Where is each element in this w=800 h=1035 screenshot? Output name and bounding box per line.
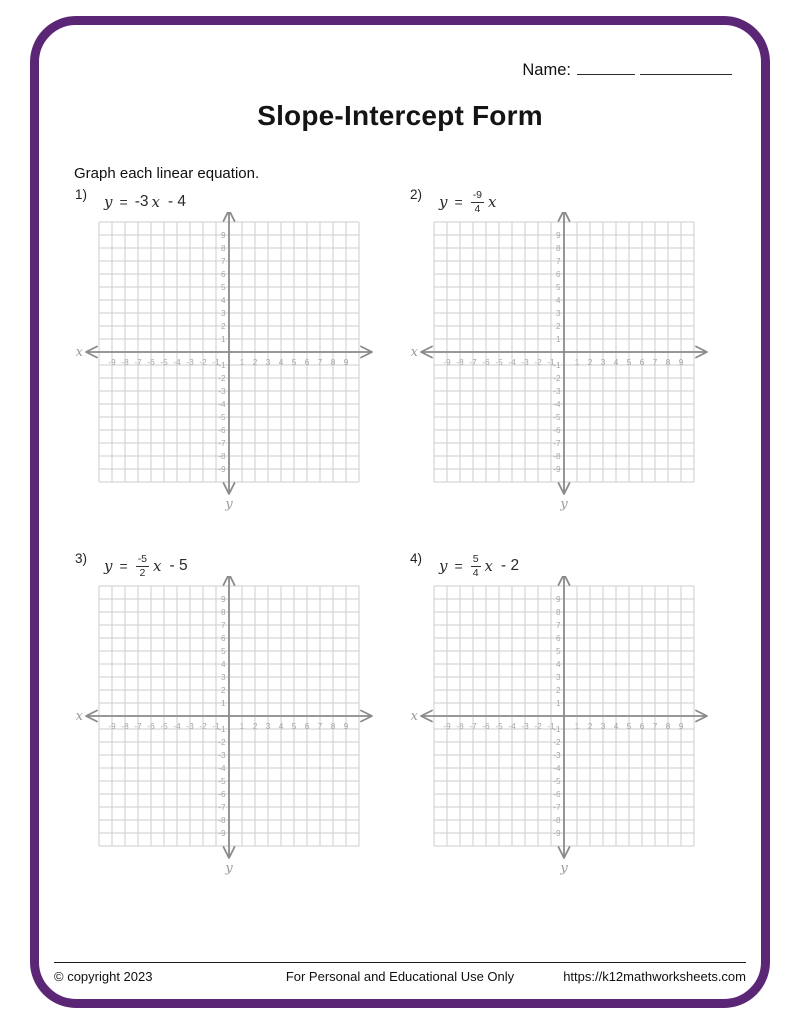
svg-text:-8: -8 xyxy=(456,358,464,367)
svg-text:-8: -8 xyxy=(456,722,464,731)
constant-term: - 2 xyxy=(501,557,520,574)
svg-text:-6: -6 xyxy=(147,358,155,367)
svg-text:5: 5 xyxy=(555,283,561,292)
svg-text:3: 3 xyxy=(555,309,561,318)
constant-term: - 5 xyxy=(169,557,188,574)
coordinate-grid-svg xyxy=(75,576,377,878)
svg-text:1: 1 xyxy=(239,358,245,367)
svg-text:-6: -6 xyxy=(482,722,490,731)
svg-text:3: 3 xyxy=(220,309,226,318)
svg-text:2: 2 xyxy=(220,322,226,331)
svg-text:-3: -3 xyxy=(218,387,226,396)
x-axis-label: x xyxy=(75,709,83,724)
equals-sign: = xyxy=(119,194,128,210)
svg-text:-2: -2 xyxy=(218,738,226,747)
problem-2 xyxy=(410,186,730,526)
svg-text:-1: -1 xyxy=(218,725,226,734)
svg-text:-5: -5 xyxy=(495,722,503,731)
fraction-numerator: -9 xyxy=(472,188,483,201)
svg-text:-8: -8 xyxy=(121,358,129,367)
svg-text:-1: -1 xyxy=(218,361,226,370)
svg-text:-8: -8 xyxy=(218,816,226,825)
svg-text:9: 9 xyxy=(678,722,684,731)
svg-text:-6: -6 xyxy=(553,426,561,435)
svg-text:9: 9 xyxy=(678,358,684,367)
svg-text:6: 6 xyxy=(220,634,226,643)
svg-text:-5: -5 xyxy=(495,358,503,367)
footer-center-text: For Personal and Educational Use Only xyxy=(285,969,515,984)
svg-text:8: 8 xyxy=(665,358,671,367)
problem-number: 2) xyxy=(410,187,423,202)
svg-text:5: 5 xyxy=(555,647,561,656)
y-axis-label: y xyxy=(560,861,568,876)
svg-text:-9: -9 xyxy=(553,829,561,838)
svg-text:5: 5 xyxy=(291,358,297,367)
svg-text:3: 3 xyxy=(265,722,271,731)
svg-text:9: 9 xyxy=(343,722,349,731)
svg-text:-5: -5 xyxy=(160,358,168,367)
coordinate-grid-svg xyxy=(410,212,712,514)
svg-text:9: 9 xyxy=(343,358,349,367)
svg-text:6: 6 xyxy=(304,722,310,731)
svg-text:2: 2 xyxy=(555,322,561,331)
svg-text:-1: -1 xyxy=(547,722,555,731)
svg-text:2: 2 xyxy=(555,686,561,695)
svg-text:-8: -8 xyxy=(218,452,226,461)
svg-text:-7: -7 xyxy=(134,722,142,731)
svg-text:-4: -4 xyxy=(173,358,181,367)
svg-text:7: 7 xyxy=(317,722,323,731)
svg-text:1: 1 xyxy=(220,699,226,708)
svg-text:-3: -3 xyxy=(186,722,194,731)
svg-text:3: 3 xyxy=(265,358,271,367)
svg-text:-4: -4 xyxy=(218,400,226,409)
svg-text:3: 3 xyxy=(600,722,606,731)
svg-text:-2: -2 xyxy=(534,722,542,731)
variable-y: y xyxy=(439,193,448,211)
svg-text:-7: -7 xyxy=(469,358,477,367)
variable-y: y xyxy=(104,193,113,211)
constant-term: - 4 xyxy=(167,193,187,210)
coordinate-grid xyxy=(410,212,712,514)
svg-text:7: 7 xyxy=(652,358,658,367)
svg-text:9: 9 xyxy=(220,595,226,604)
svg-text:1: 1 xyxy=(574,358,580,367)
svg-text:6: 6 xyxy=(639,358,645,367)
svg-text:2: 2 xyxy=(252,722,258,731)
x-axis-label: x xyxy=(410,345,418,360)
name-blank-line xyxy=(640,60,732,75)
svg-text:-1: -1 xyxy=(547,358,555,367)
svg-text:-8: -8 xyxy=(121,722,129,731)
svg-text:-9: -9 xyxy=(218,465,226,474)
fraction-denominator: 2 xyxy=(139,567,146,579)
name-row xyxy=(522,60,732,80)
svg-text:-9: -9 xyxy=(108,722,116,731)
footer-url: https://k12mathworksheets.com xyxy=(563,969,746,984)
problem-number: 1) xyxy=(75,187,88,202)
variable-x: x xyxy=(484,557,493,575)
svg-text:8: 8 xyxy=(220,608,226,617)
svg-text:-1: -1 xyxy=(553,361,561,370)
svg-text:-2: -2 xyxy=(534,358,542,367)
svg-text:-9: -9 xyxy=(108,358,116,367)
svg-text:5: 5 xyxy=(626,358,632,367)
problem-4 xyxy=(410,550,730,890)
axes xyxy=(86,576,372,858)
svg-text:-9: -9 xyxy=(443,722,451,731)
variable-x: x xyxy=(151,193,160,211)
svg-text:4: 4 xyxy=(555,296,561,305)
svg-text:3: 3 xyxy=(600,358,606,367)
svg-text:4: 4 xyxy=(278,358,284,367)
svg-text:9: 9 xyxy=(220,231,226,240)
variable-y: y xyxy=(104,557,113,575)
svg-text:7: 7 xyxy=(220,257,226,266)
svg-text:7: 7 xyxy=(555,257,561,266)
svg-text:-6: -6 xyxy=(553,790,561,799)
axes xyxy=(421,576,707,858)
svg-text:-2: -2 xyxy=(199,358,207,367)
svg-text:2: 2 xyxy=(587,722,593,731)
svg-text:-5: -5 xyxy=(160,722,168,731)
svg-text:-2: -2 xyxy=(199,722,207,731)
fraction-numerator: -5 xyxy=(137,552,148,565)
svg-text:-8: -8 xyxy=(553,452,561,461)
svg-text:8: 8 xyxy=(330,358,336,367)
svg-text:-9: -9 xyxy=(218,829,226,838)
svg-text:7: 7 xyxy=(652,722,658,731)
svg-text:2: 2 xyxy=(252,358,258,367)
svg-text:4: 4 xyxy=(220,296,226,305)
svg-text:-2: -2 xyxy=(218,374,226,383)
equals-sign: = xyxy=(454,194,463,210)
svg-text:6: 6 xyxy=(304,358,310,367)
fraction-numerator: 5 xyxy=(472,552,479,565)
coordinate-grid xyxy=(410,576,712,878)
svg-text:9: 9 xyxy=(555,231,561,240)
svg-text:1: 1 xyxy=(555,699,561,708)
svg-text:-7: -7 xyxy=(218,439,226,448)
coefficient: -3 xyxy=(134,193,149,210)
problem-number: 4) xyxy=(410,551,423,566)
svg-text:3: 3 xyxy=(555,673,561,682)
svg-text:5: 5 xyxy=(626,722,632,731)
axes xyxy=(86,212,372,494)
equals-sign: = xyxy=(454,558,463,574)
svg-text:8: 8 xyxy=(330,722,336,731)
instruction-text: Graph each linear equation. xyxy=(74,165,260,182)
svg-text:-7: -7 xyxy=(469,722,477,731)
svg-text:-4: -4 xyxy=(553,764,561,773)
y-axis-label: y xyxy=(560,497,568,512)
svg-text:-9: -9 xyxy=(443,358,451,367)
svg-text:9: 9 xyxy=(555,595,561,604)
svg-text:5: 5 xyxy=(220,283,226,292)
svg-text:-7: -7 xyxy=(553,439,561,448)
svg-text:-7: -7 xyxy=(553,803,561,812)
svg-text:-7: -7 xyxy=(218,803,226,812)
svg-text:5: 5 xyxy=(291,722,297,731)
svg-text:-4: -4 xyxy=(173,722,181,731)
svg-text:3: 3 xyxy=(220,673,226,682)
x-axis-label: x xyxy=(410,709,418,724)
problem-1 xyxy=(75,186,395,526)
svg-text:7: 7 xyxy=(317,358,323,367)
variable-x: x xyxy=(488,193,497,211)
fraction-denominator: 4 xyxy=(472,567,479,579)
coordinate-grid-svg xyxy=(410,576,712,878)
svg-text:1: 1 xyxy=(574,722,580,731)
coordinate-grid xyxy=(75,576,377,878)
svg-text:-5: -5 xyxy=(553,777,561,786)
svg-text:8: 8 xyxy=(220,244,226,253)
svg-text:-3: -3 xyxy=(553,387,561,396)
coordinate-grid-svg xyxy=(75,212,377,514)
svg-text:-3: -3 xyxy=(218,751,226,760)
svg-text:-4: -4 xyxy=(508,722,516,731)
svg-text:-2: -2 xyxy=(553,738,561,747)
svg-text:-4: -4 xyxy=(553,400,561,409)
svg-text:-3: -3 xyxy=(553,751,561,760)
variable-x: x xyxy=(153,557,162,575)
y-axis-label: y xyxy=(225,861,233,876)
svg-text:-9: -9 xyxy=(553,465,561,474)
svg-text:8: 8 xyxy=(555,244,561,253)
variable-y: y xyxy=(439,557,448,575)
svg-text:-5: -5 xyxy=(553,413,561,422)
svg-text:-1: -1 xyxy=(212,722,220,731)
svg-text:8: 8 xyxy=(665,722,671,731)
footer-copyright: © copyright 2023 xyxy=(54,969,153,984)
svg-text:-6: -6 xyxy=(218,426,226,435)
svg-text:-3: -3 xyxy=(521,722,529,731)
svg-text:4: 4 xyxy=(220,660,226,669)
problem-3 xyxy=(75,550,395,890)
svg-text:6: 6 xyxy=(555,634,561,643)
x-axis-label: x xyxy=(75,345,83,360)
svg-text:1: 1 xyxy=(239,722,245,731)
svg-text:-1: -1 xyxy=(212,358,220,367)
svg-text:-4: -4 xyxy=(218,764,226,773)
svg-text:-6: -6 xyxy=(218,790,226,799)
svg-text:4: 4 xyxy=(613,722,619,731)
svg-text:6: 6 xyxy=(220,270,226,279)
svg-text:4: 4 xyxy=(555,660,561,669)
y-axis-label: y xyxy=(225,497,233,512)
svg-text:-1: -1 xyxy=(553,725,561,734)
svg-text:-8: -8 xyxy=(553,816,561,825)
svg-text:2: 2 xyxy=(220,686,226,695)
svg-text:2: 2 xyxy=(587,358,593,367)
svg-text:-7: -7 xyxy=(134,358,142,367)
svg-text:4: 4 xyxy=(613,358,619,367)
svg-text:-6: -6 xyxy=(147,722,155,731)
page-title: Slope-Intercept Form xyxy=(257,100,543,131)
svg-text:7: 7 xyxy=(555,621,561,630)
svg-text:7: 7 xyxy=(220,621,226,630)
svg-text:1: 1 xyxy=(220,335,226,344)
axes xyxy=(421,212,707,494)
svg-text:8: 8 xyxy=(555,608,561,617)
svg-text:6: 6 xyxy=(555,270,561,279)
fraction-denominator: 4 xyxy=(474,203,481,215)
footer-divider xyxy=(54,962,746,963)
svg-text:-6: -6 xyxy=(482,358,490,367)
svg-text:4: 4 xyxy=(278,722,284,731)
equals-sign: = xyxy=(119,558,128,574)
name-label: Name: xyxy=(522,61,571,79)
svg-text:-3: -3 xyxy=(521,358,529,367)
problem-number: 3) xyxy=(75,551,88,566)
svg-text:-4: -4 xyxy=(508,358,516,367)
svg-text:-5: -5 xyxy=(218,413,226,422)
svg-text:1: 1 xyxy=(555,335,561,344)
svg-text:-2: -2 xyxy=(553,374,561,383)
svg-text:-3: -3 xyxy=(186,358,194,367)
name-blank-line xyxy=(577,60,635,75)
svg-text:6: 6 xyxy=(639,722,645,731)
coordinate-grid xyxy=(75,212,377,514)
svg-text:5: 5 xyxy=(220,647,226,656)
svg-text:-5: -5 xyxy=(218,777,226,786)
